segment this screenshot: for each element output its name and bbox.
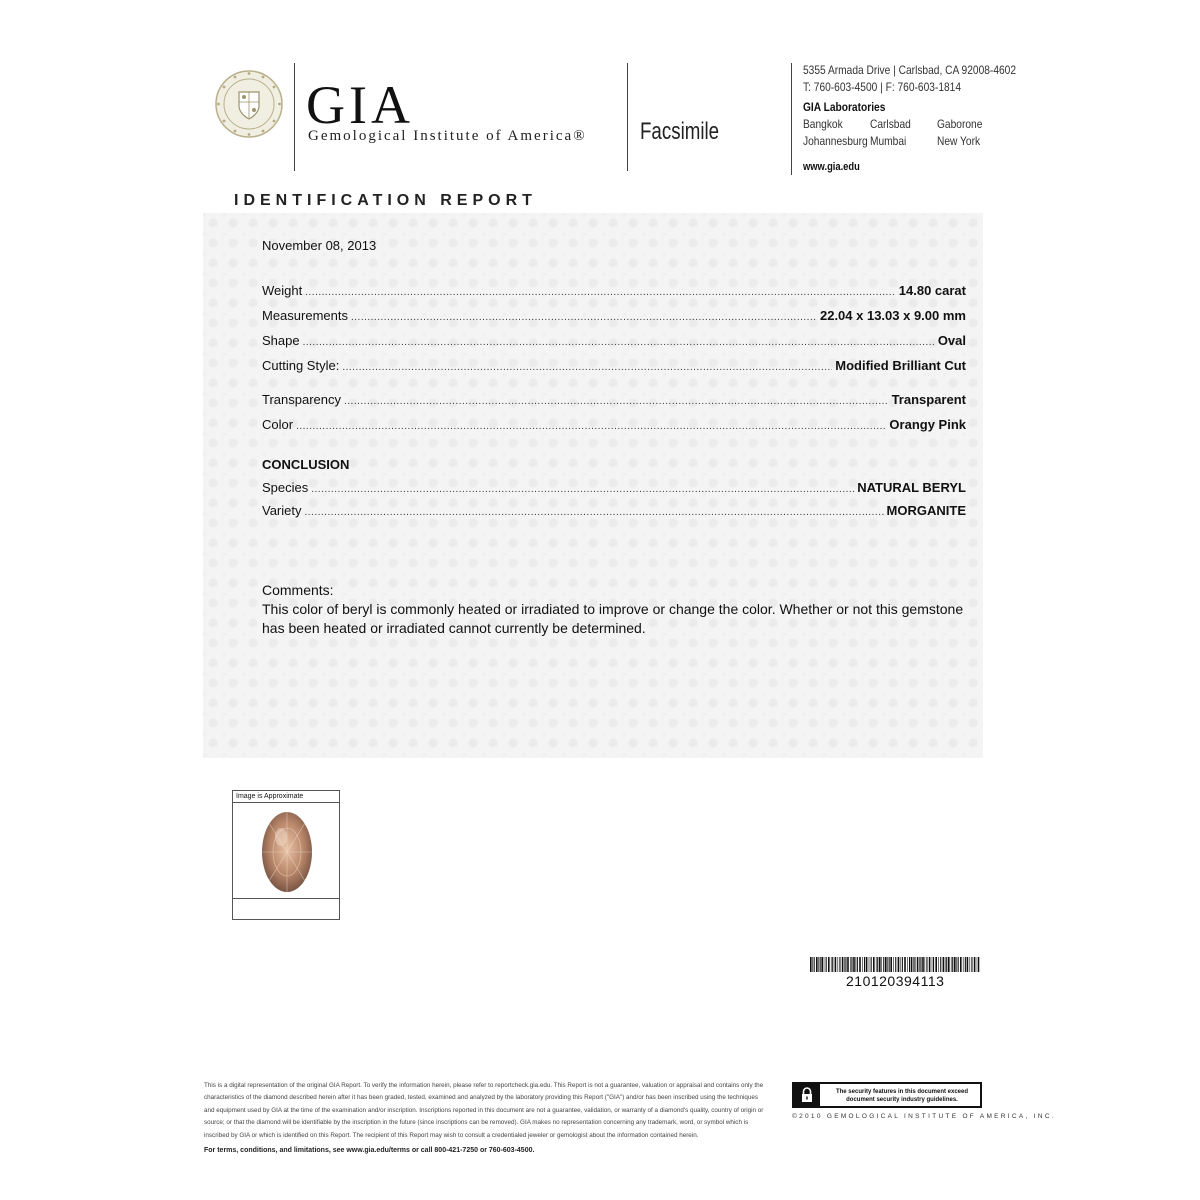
address-line-1: 5355 Armada Drive | Carlsbad, CA 92008-4602 bbox=[803, 63, 1017, 77]
copyright-text: ©2010 GEMOLOGICAL INSTITUTE OF AMERICA, INC. bbox=[792, 1113, 1056, 1120]
field-row-transparency bbox=[262, 392, 966, 407]
header-divider-middle bbox=[627, 63, 628, 171]
gia-logo-word: GIA bbox=[306, 75, 414, 135]
field-row-variety bbox=[262, 503, 966, 518]
field-value: Oval bbox=[937, 333, 966, 348]
barcode-number: 210120394113 bbox=[846, 973, 945, 989]
image-box-footer bbox=[233, 898, 339, 919]
terms-text: For terms, conditions, and limitations, see www.gia.edu/terms or call 800-421-7250 or 760-603-4500. bbox=[204, 1147, 535, 1154]
lab-location: Bangkok bbox=[803, 117, 843, 131]
lab-location: Johannesburg bbox=[803, 134, 868, 148]
field-label: Color bbox=[262, 417, 294, 432]
gia-seal-icon bbox=[215, 70, 283, 138]
security-notice-text: The security features in this document exceed document security industry guidelines. bbox=[835, 1089, 969, 1103]
field-row-cutting-style bbox=[262, 358, 966, 373]
report-date: November 08, 2013 bbox=[262, 238, 377, 253]
field-value: 14.80 carat bbox=[898, 283, 966, 298]
field-label: Species bbox=[262, 480, 309, 495]
labs-title: GIA Laboratories bbox=[803, 100, 886, 114]
disclaimer-text: This is a digital representation of the original GIA Report. To verify the information herein, please refer to reportcheck.gia.edu. This Report is not a guarantee, valuation or appraisal and contains only the characteristics of the diamond described herein after it has been graded, tested, examined and analyzed by the laboratory providing this Report ("GIA") and/or has been inscribed using the techniques and equipment used by GIA at the time of the examination and/or inscription. Inscriptions reported in this document are not a guarantee, validation, or warranty of a diamond's quality, country of origin or source; or that the diamond will be identifiable by the inscription in the future (since inscriptions can be removed). GIA makes no representation concerning any trademark, word, or symbol which is inscribed by GIA or which is identified on this Report. The recipient of this Report may wish to consult a credentialed jeweler or gemologist about the information contained herein. bbox=[204, 1082, 764, 1139]
security-notice-box bbox=[792, 1082, 982, 1108]
comments-text: This color of beryl is commonly heated or irradiated to improve or change the color. Whether or not this gemstone has been heated or irradiated cannot currently be determined. bbox=[262, 601, 964, 636]
field-label: Variety bbox=[262, 503, 302, 518]
gem-image-box bbox=[232, 790, 340, 920]
comments-label: Comments: bbox=[262, 582, 334, 598]
field-row-shape bbox=[262, 333, 966, 348]
field-label: Measurements bbox=[262, 308, 348, 323]
header-divider-left bbox=[294, 63, 295, 171]
field-value: Orangy Pink bbox=[889, 417, 966, 432]
facsimile-label: Facsimile bbox=[640, 118, 720, 145]
header-divider-right bbox=[791, 63, 792, 175]
field-value: Modified Brilliant Cut bbox=[835, 358, 966, 373]
field-label: Weight bbox=[262, 283, 303, 298]
field-row-measurements bbox=[262, 308, 966, 323]
field-value: MORGANITE bbox=[886, 503, 966, 518]
field-value: Transparent bbox=[891, 392, 966, 407]
image-approximate-label: Image is Approximate bbox=[233, 791, 339, 803]
report-title: IDENTIFICATION REPORT bbox=[234, 192, 537, 209]
lab-location: New York bbox=[937, 134, 981, 148]
conclusion-heading: CONCLUSION bbox=[262, 457, 350, 472]
field-label: Cutting Style: bbox=[262, 358, 340, 373]
field-row-species bbox=[262, 480, 966, 495]
gem-image bbox=[261, 811, 313, 893]
field-value: NATURAL BERYL bbox=[857, 480, 966, 495]
field-label: Transparency bbox=[262, 392, 341, 407]
field-value: 22.04 x 13.03 x 9.00 mm bbox=[819, 308, 966, 323]
field-label: Shape bbox=[262, 333, 300, 348]
barcode-graphic bbox=[810, 957, 980, 972]
field-row-weight bbox=[262, 283, 966, 298]
field-row-color bbox=[262, 417, 966, 432]
website-link[interactable]: www.gia.edu bbox=[803, 161, 860, 173]
lab-location: Carlsbad bbox=[870, 117, 911, 131]
address-line-2: T: 760-603-4500 | F: 760-603-1814 bbox=[803, 80, 962, 94]
lab-location: Gaborone bbox=[937, 117, 983, 131]
gia-logo-subtitle: Gemological Institute of America® bbox=[308, 128, 587, 144]
lab-location: Mumbai bbox=[870, 134, 907, 148]
lock-icon bbox=[794, 1084, 820, 1106]
